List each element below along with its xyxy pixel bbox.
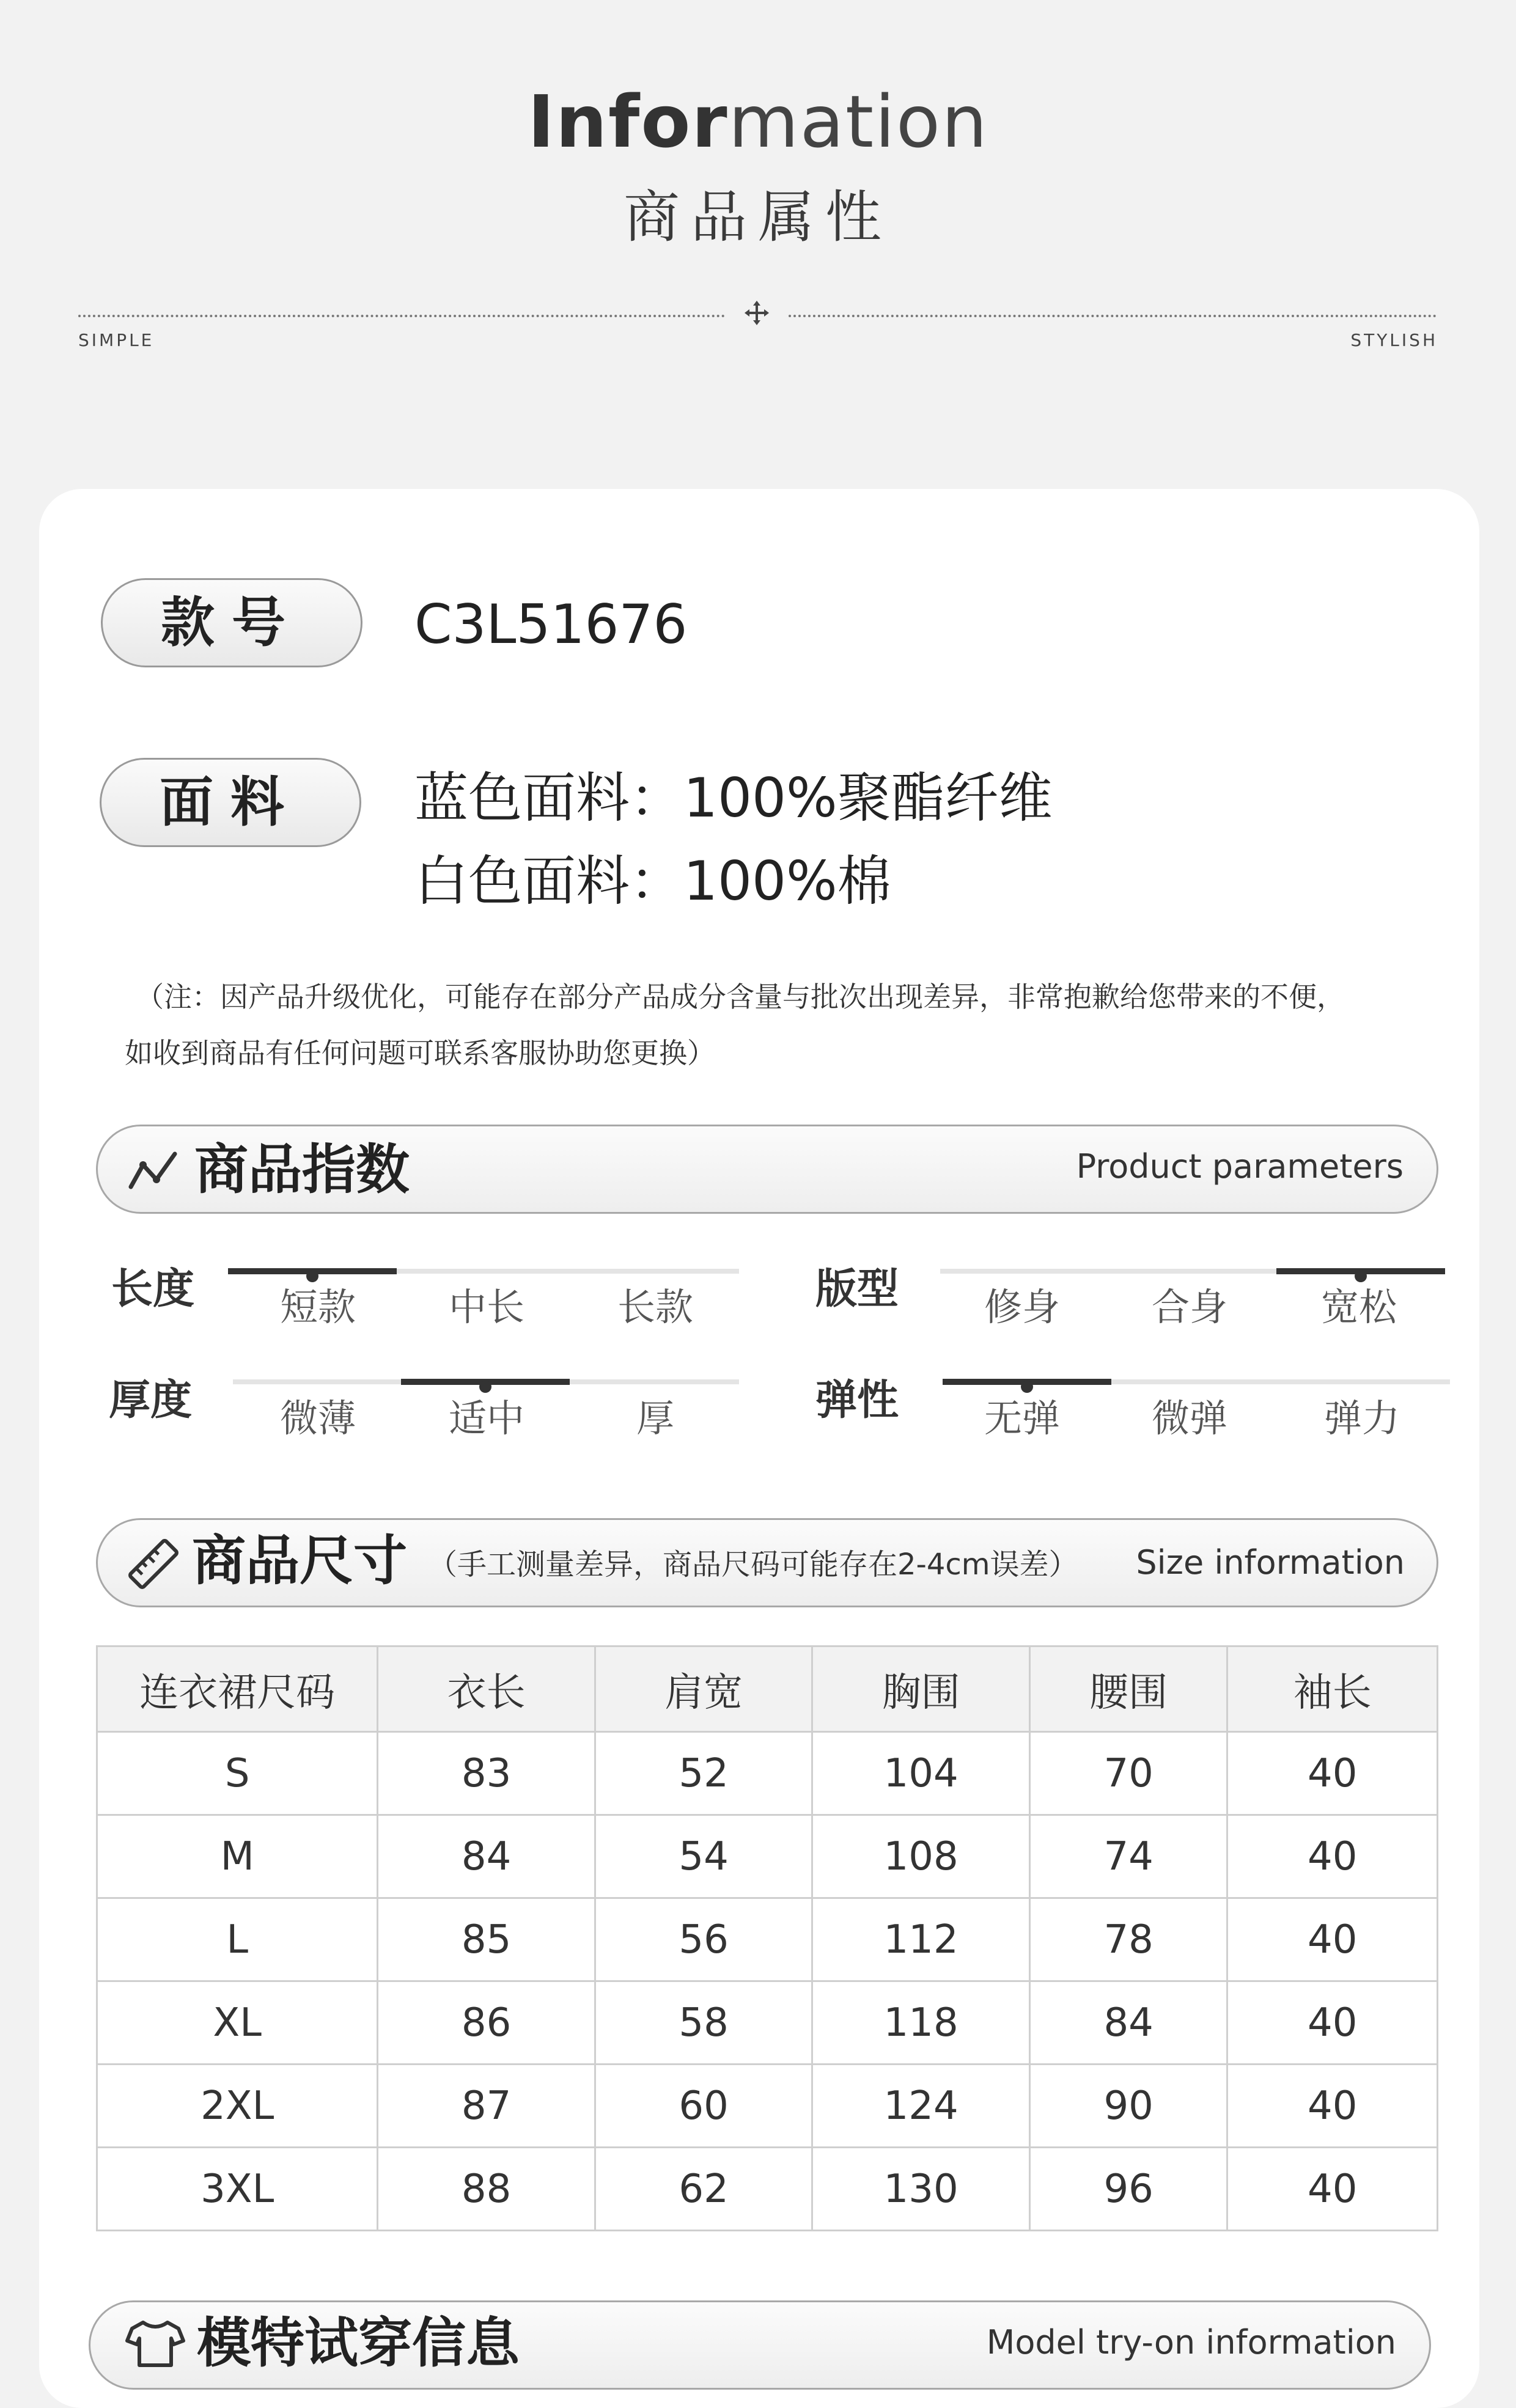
param-option-no-stretch: 无弹 — [984, 1396, 1060, 1441]
table-cell: 74 — [1029, 1815, 1227, 1898]
param-dot-fit — [1355, 1270, 1367, 1282]
param-option-loose: 宽松 — [1320, 1285, 1397, 1329]
table-header-row — [97, 1646, 1438, 1732]
param-option-slight-stretch: 微弹 — [1151, 1396, 1227, 1441]
table-cell: 78 — [1029, 1898, 1227, 1981]
table-cell: 70 — [1029, 1732, 1227, 1815]
table-cell: 60 — [595, 2065, 812, 2148]
tshirt-icon — [125, 2319, 186, 2368]
title-light: mation — [728, 79, 988, 164]
table-row — [97, 1815, 1438, 1898]
header-sleeve: 袖长 — [1227, 1646, 1438, 1732]
divider-right — [789, 315, 1437, 317]
table-cell: M — [97, 1815, 378, 1898]
title-bold: Infor — [528, 79, 729, 164]
table-cell: 52 — [595, 1732, 812, 1815]
param-label-thickness: 厚度 — [109, 1376, 193, 1425]
table-cell: 40 — [1227, 2065, 1438, 2148]
table-cell: 40 — [1227, 1981, 1438, 2065]
table-cell: 104 — [812, 1732, 1030, 1815]
style-no-label: 款号 — [101, 578, 362, 667]
fabric-label: 面料 — [100, 758, 361, 847]
simple-tag: SIMPLE — [78, 330, 155, 350]
param-label-length: 长度 — [111, 1265, 195, 1313]
size-section-en: Size information — [1136, 1543, 1405, 1582]
table-cell: 84 — [1029, 1981, 1227, 2065]
table-cell: 40 — [1227, 1815, 1438, 1898]
header-bust: 胸围 — [812, 1646, 1030, 1732]
table-cell: 40 — [1227, 2148, 1438, 2231]
move-cross-icon — [743, 299, 770, 326]
table-row — [97, 1732, 1438, 1815]
table-cell: 124 — [812, 2065, 1030, 2148]
param-label-elasticity: 弹性 — [815, 1376, 899, 1425]
divider-left — [78, 315, 725, 317]
size-section-note: （手工测量差异，商品尺码可能存在2-4cm误差） — [428, 1547, 1078, 1582]
param-option-regular: 合身 — [1151, 1285, 1227, 1329]
note-line-1: （注：因产品升级优化，可能存在部分产品成分含量与批次出现差异，非常抱歉给您带来的不便， — [136, 980, 1345, 1013]
table-cell: 62 — [595, 2148, 812, 2231]
table-row — [97, 1981, 1438, 2065]
table-cell: 130 — [812, 2148, 1030, 2231]
page-title — [0, 79, 1516, 164]
table-cell: 40 — [1227, 1898, 1438, 1981]
params-section-en: Product parameters — [1076, 1147, 1404, 1186]
table-row — [97, 2065, 1438, 2148]
table-cell: XL — [97, 1981, 378, 2065]
header-length: 衣长 — [378, 1646, 595, 1732]
param-label-fit: 版型 — [815, 1265, 899, 1313]
table-cell: 40 — [1227, 1732, 1438, 1815]
table-cell: 87 — [378, 2065, 595, 2148]
table-cell: 58 — [595, 1981, 812, 2065]
param-dot-length — [306, 1270, 318, 1282]
table-cell: 86 — [378, 1981, 595, 2065]
param-option-thick: 厚 — [636, 1396, 674, 1441]
table-cell: 90 — [1029, 2065, 1227, 2148]
table-cell: 96 — [1029, 2148, 1227, 2231]
table-cell: 3XL — [97, 2148, 378, 2231]
size-section-title: 商品尺寸 — [192, 1529, 408, 1592]
table-row — [97, 1898, 1438, 1981]
table-row — [97, 2148, 1438, 2231]
param-dot-thickness — [479, 1381, 491, 1393]
param-dot-elasticity — [1021, 1381, 1033, 1393]
table-cell: 85 — [378, 1898, 595, 1981]
header-shoulder: 肩宽 — [595, 1646, 812, 1732]
table-cell: L — [97, 1898, 378, 1981]
header-waist: 腰围 — [1029, 1646, 1227, 1732]
header-size: 连衣裙尺码 — [97, 1646, 378, 1732]
table-cell: 2XL — [97, 2065, 378, 2148]
table-cell: 88 — [378, 2148, 595, 2231]
table-cell: 118 — [812, 1981, 1030, 2065]
page-subtitle: 商品属性 — [623, 185, 892, 250]
model-section-title: 模特试穿信息 — [197, 2311, 520, 2374]
table-cell: 84 — [378, 1815, 595, 1898]
param-option-medium: 适中 — [448, 1396, 524, 1441]
table-cell: 108 — [812, 1815, 1030, 1898]
style-no-value: C3L51676 — [414, 593, 688, 656]
table-cell: 112 — [812, 1898, 1030, 1981]
param-option-mid: 中长 — [448, 1285, 524, 1329]
table-cell: 83 — [378, 1732, 595, 1815]
size-table — [96, 1645, 1438, 2231]
params-section-title: 商品指数 — [194, 1138, 410, 1201]
param-option-short: 短款 — [279, 1285, 356, 1329]
table-cell: S — [97, 1732, 378, 1815]
table-cell: 54 — [595, 1815, 812, 1898]
fabric-line-white: 白色面料：100%棉 — [414, 850, 891, 912]
fabric-line-blue: 蓝色面料：100%聚酯纤维 — [414, 766, 1053, 829]
param-option-long: 长款 — [617, 1285, 693, 1329]
ruler-icon — [126, 1536, 181, 1591]
stylish-tag: STYLISH — [1350, 330, 1438, 350]
trend-line-icon — [127, 1149, 180, 1192]
param-option-thin: 微薄 — [279, 1396, 356, 1441]
param-option-stretch: 弹力 — [1323, 1396, 1400, 1441]
table-cell: 56 — [595, 1898, 812, 1981]
note-line-2: 如收到商品有任何问题可联系客服协助您更换） — [125, 1037, 715, 1070]
model-section-en: Model try-on information — [986, 2323, 1396, 2362]
param-option-slim: 修身 — [984, 1285, 1060, 1329]
